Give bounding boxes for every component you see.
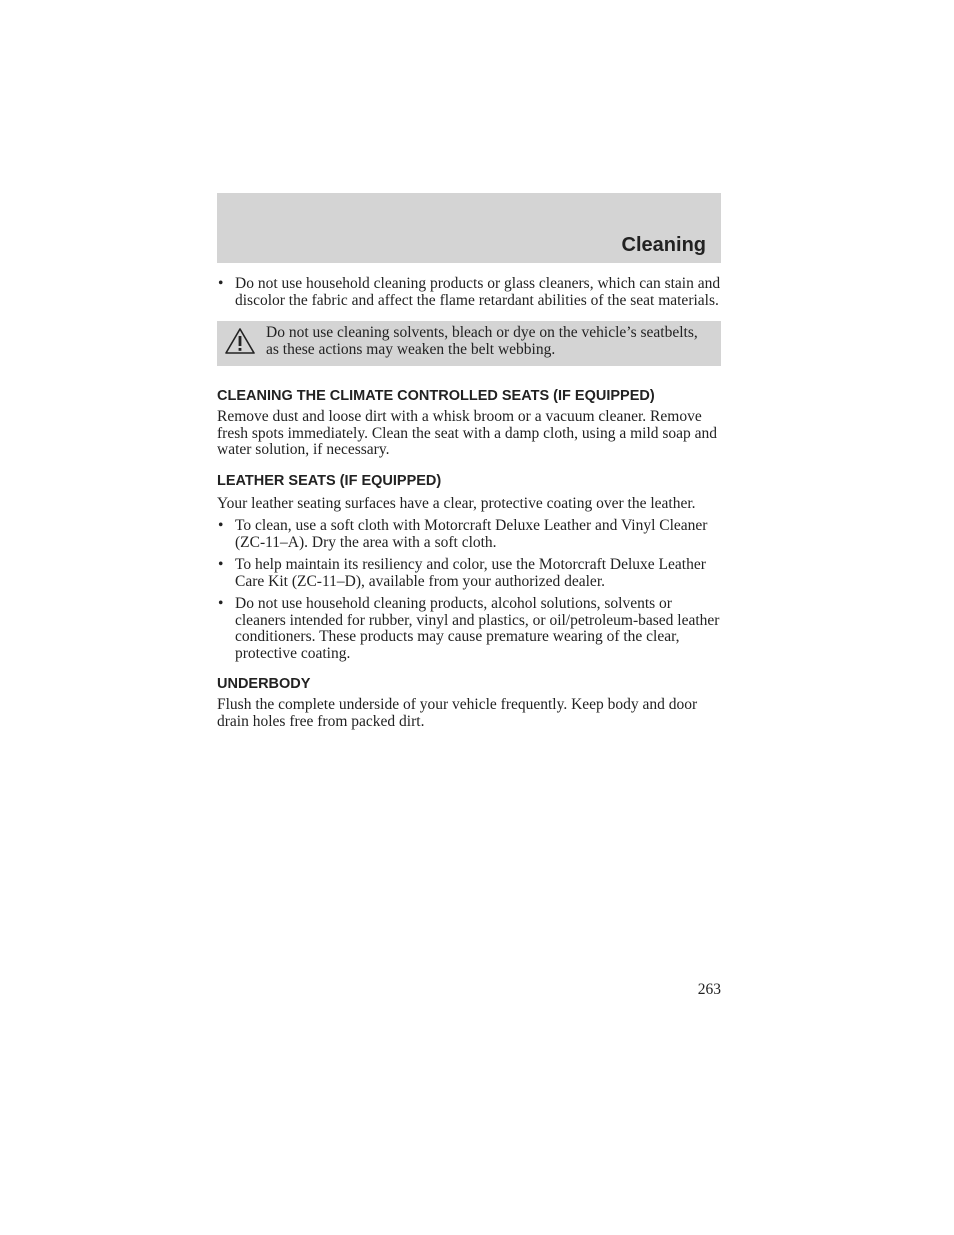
list-item: • To help maintain its resiliency and color, use the Motorcraft Deluxe Leather Care Kit (ZC-11–D), available from your authorized dealer. xyxy=(218,556,706,590)
leather-bullet-list xyxy=(217,518,721,662)
leather-seats-heading: LEATHER SEATS (IF EQUIPPED) xyxy=(217,472,442,489)
section-title: Cleaning xyxy=(621,234,706,256)
underbody-heading: UNDERBODY xyxy=(217,676,311,692)
page-content xyxy=(217,276,721,730)
warning-text: Do not use cleaning solvents, bleach or dye on the vehicle’s seatbelts, as these actions may weaken the belt webbing. xyxy=(266,324,698,358)
list-item: • To clean, use a soft cloth with Motorcraft Deluxe Leather and Vinyl Cleaner (ZC-11–A). Dry the area with a soft cloth. xyxy=(218,517,708,551)
intro-bullet-list xyxy=(217,276,721,309)
leather-seats-body: Your leather seating surfaces have a clear, protective coating over the leather. xyxy=(217,494,696,512)
climate-seats-body: Remove dust and loose dirt with a whisk broom or a vacuum cleaner. Remove fresh spots immediately. Clean the seat with a damp cloth, using a mild soap and water solution, if necessary. xyxy=(217,408,718,458)
warning-triangle-icon xyxy=(224,327,256,355)
bullet-icon: • xyxy=(218,556,224,573)
warning-box xyxy=(217,321,721,366)
bullet-icon: • xyxy=(218,517,224,534)
list-item: • Do not use household cleaning products, alcohol solutions, solvents or cleaners intended for rubber, vinyl and plastics, or oil/petroleum-based leather conditioners. These products may cause premature wearing of the clear, protective coating. xyxy=(218,595,720,662)
underbody-body: Flush the complete underside of your vehicle frequently. Keep body and door drain holes free from packed dirt. xyxy=(217,696,698,730)
bullet-icon: • xyxy=(218,595,224,612)
bullet-icon: • xyxy=(218,275,224,292)
page-number: 263 xyxy=(697,981,721,998)
climate-seats-heading: CLEANING THE CLIMATE CONTROLLED SEATS (IF EQUIPPED) xyxy=(217,388,655,404)
section-header-bar xyxy=(217,193,721,263)
list-item: • Do not use household cleaning products or glass cleaners, which can stain and discolor the fabric and affect the flame retardant abilities of the seat materials. xyxy=(218,275,721,309)
